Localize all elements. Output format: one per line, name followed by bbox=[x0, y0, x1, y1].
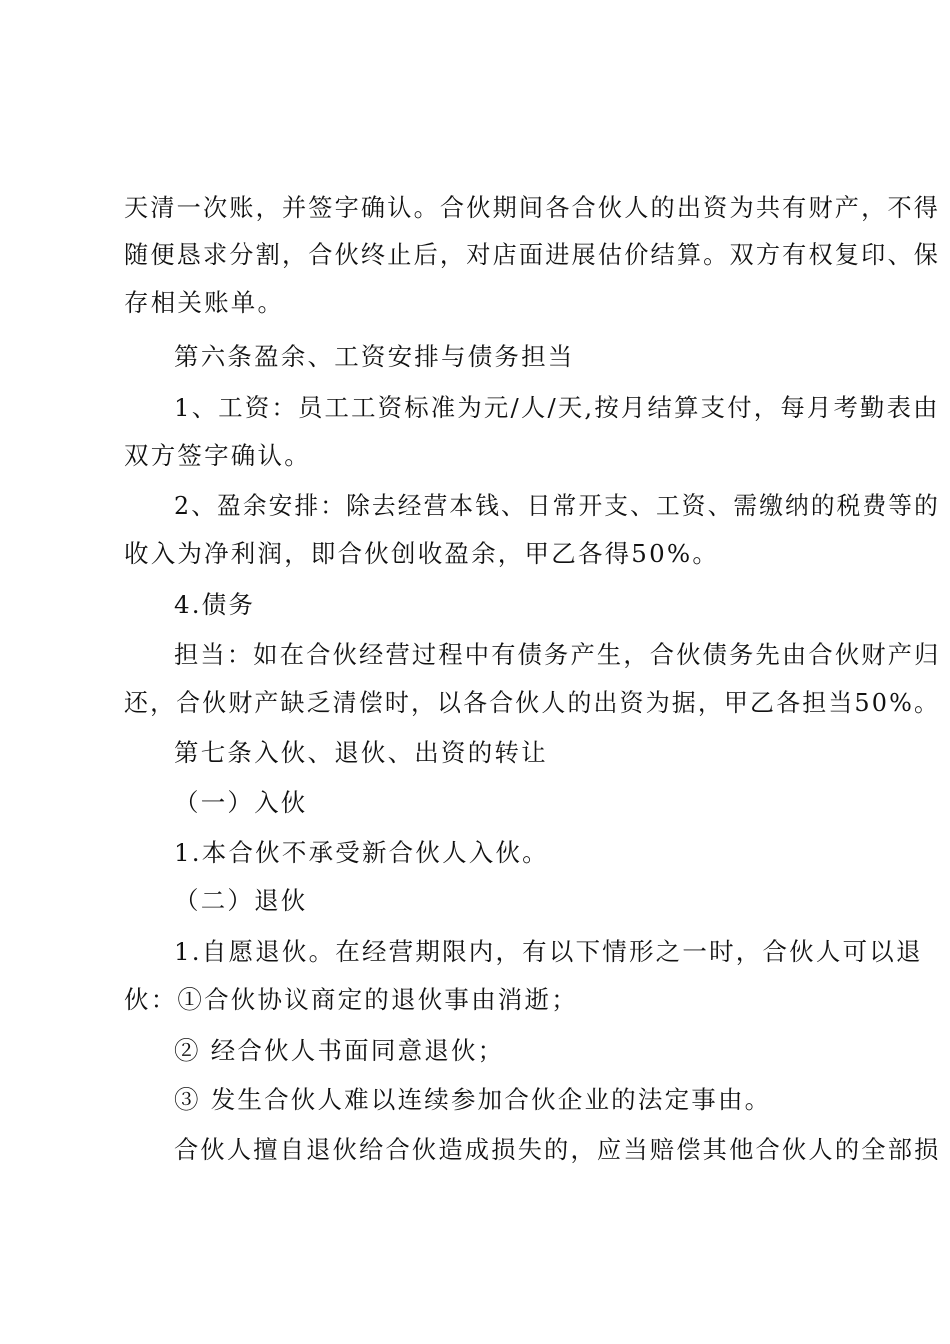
text-line: （一）入伙 bbox=[174, 788, 308, 817]
text-line: 双方签字确认。 bbox=[124, 441, 311, 470]
text-line: 随便恳求分割，合伙终止后，对店面进展估价结算。双方有权复印、保 bbox=[124, 240, 941, 269]
text-line: 收入为净利润，即合伙创收盈余，甲乙各得50%。 bbox=[124, 539, 720, 568]
text-line: 1.自愿退伙。在经营期限内，有以下情形之一时，合伙人可以退 bbox=[174, 937, 923, 966]
text-line: 1.本合伙不承受新合伙人入伙。 bbox=[174, 838, 549, 867]
text-line: 合伙人擅自退伙给合伙造成损失的，应当赔偿其他合伙人的全部损 bbox=[174, 1135, 941, 1164]
section-heading: 第六条盈余、工资安排与债务担当 bbox=[174, 342, 575, 371]
text-line: （二）退伙 bbox=[174, 886, 308, 915]
text-line: 担当：如在合伙经营过程中有债务产生，合伙债务先由合伙财产归 bbox=[174, 640, 941, 669]
text-line: 1、工资：员工工资标准为元/人/天,按月结算支付，每月考勤表由 bbox=[174, 393, 940, 422]
text-line: 伙：①合伙协议商定的退伙事由消逝； bbox=[124, 985, 578, 1014]
text-line: ② 经合伙人书面同意退伙； bbox=[174, 1036, 505, 1065]
text-line: 4.债务 bbox=[174, 590, 256, 619]
text-line: 2、盈余安排：除去经营本钱、日常开支、工资、需缴纳的税费等的 bbox=[174, 491, 940, 520]
text-line: 还，合伙财产缺乏清偿时，以各合伙人的出资为据，甲乙各担当50%。 bbox=[124, 688, 941, 717]
text-line: 存相关账单。 bbox=[124, 288, 285, 317]
text-line: ③ 发生合伙人难以连续参加合伙企业的法定事由。 bbox=[174, 1085, 772, 1114]
section-heading: 第七条入伙、退伙、出资的转让 bbox=[174, 738, 548, 767]
text-line: 天清一次账，并签字确认。合伙期间各合伙人的出资为共有财产，不得 bbox=[124, 193, 941, 222]
